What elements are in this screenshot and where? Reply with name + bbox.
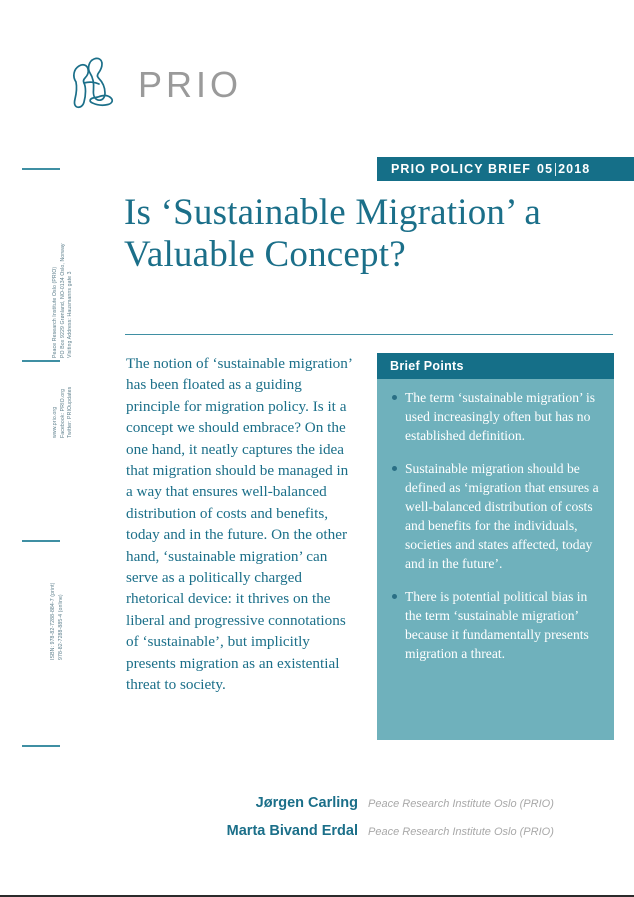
- margin-web-block: [52, 387, 75, 438]
- author-row: [108, 795, 568, 811]
- margin-web-line-1: www.prio.org: [52, 406, 58, 438]
- margin-isbn-line-2: 978-82-7288-885-4 (online): [57, 594, 64, 660]
- margin-address-line-2: PO Box 9229 Grønland, NO-0134 Oslo, Norway: [59, 243, 66, 358]
- margin-address-line-1: Peace Research Institute Oslo (PRIO): [52, 266, 58, 358]
- margin-column: [0, 0, 118, 897]
- author-affiliation: Peace Research Institute Oslo (PRIO): [368, 826, 554, 838]
- margin-web-line-2: Facebook: PRIO.org: [59, 388, 66, 438]
- margin-rule-bottom: [22, 745, 60, 747]
- prio-wordmark: PRIO: [138, 64, 243, 105]
- margin-web-line-3: Twitter: PRIOupdates: [67, 386, 73, 438]
- policy-brief-banner: [377, 157, 634, 181]
- banner-issue-year: 2018: [558, 162, 591, 176]
- lead-paragraph: The notion of ‘sustainable migration’ has been floated as a guiding principle for migration policy. Is it a concept we should embrace? On the one hand, it neatly captures the idea that migration should be managed in a way that ensures well-balanced distribution of costs and benefits, today and in the future. On the other hand, ‘sustainable migration’ can serve as a politically charged rhetorical device: it thrives on the liberal and progressive connotations of ‘sustainable’, but implicitly presents migration as an existential threat to society.: [126, 355, 352, 694]
- banner-separator-icon: [555, 163, 556, 176]
- authors-section: [108, 795, 568, 851]
- author-name: Jørgen Carling: [255, 795, 358, 811]
- list-item: The term ‘sustainable migration’ is used increasingly often but has no established definition.: [391, 388, 600, 445]
- margin-address-line-3: Visiting Address: Hausmanns gate 3: [67, 271, 73, 358]
- brief-points-header-label: Brief Points: [390, 359, 464, 373]
- author-affiliation: Peace Research Institute Oslo (PRIO): [368, 798, 554, 810]
- margin-rule-top: [22, 168, 60, 170]
- list-item: Sustainable migration should be defined as ‘migration that ensures a well-balanced distribution of costs and benefits for the individuals, societies and states affected, today and in the future’.: [391, 459, 600, 573]
- author-name: Marta Bivand Erdal: [226, 823, 358, 839]
- author-row: [108, 823, 568, 839]
- page-title: Is ‘Sustainable Migration’ a Valuable Concept?: [124, 192, 541, 275]
- margin-rule-middle: [22, 360, 60, 362]
- brief-points-header: [377, 353, 614, 379]
- title-divider: [125, 334, 613, 335]
- margin-isbn-line-1: ISBN: 978-82-7288-884-7 (print): [50, 582, 56, 660]
- brief-points-list: [377, 379, 614, 663]
- list-item: There is potential political bias in the term ‘sustainable migration’ because it fundamentally presents migration a threat.: [391, 587, 600, 663]
- banner-text: [391, 162, 590, 176]
- banner-issue-number: 05: [537, 162, 554, 176]
- brief-points-box: [377, 353, 614, 740]
- margin-isbn-block: [50, 583, 65, 661]
- banner-label: PRIO POLICY BRIEF: [391, 162, 532, 176]
- margin-rule-isbn: [22, 540, 60, 542]
- margin-address-block: [52, 243, 75, 358]
- banner-issue: [537, 162, 590, 176]
